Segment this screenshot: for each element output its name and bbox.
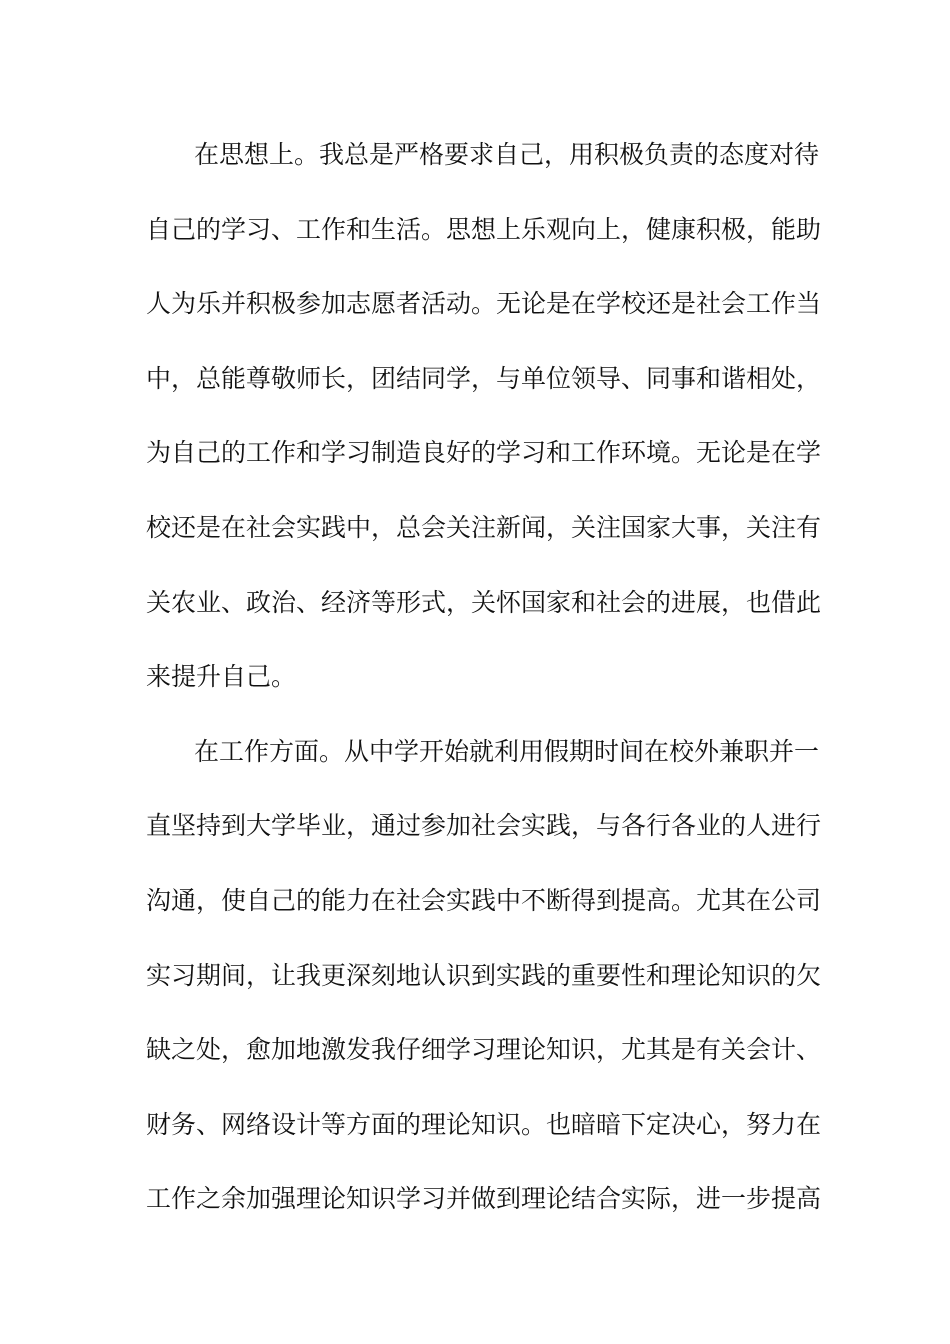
text-line: 为自己的工作和学习制造良好的学习和工作环境。无论是在学 [146, 438, 822, 468]
document-body [146, 118, 822, 1237]
text-line: 直坚持到大学毕业，通过参加社会实践，与各行各业的人进行 [146, 811, 822, 841]
paragraph-work [146, 715, 822, 1237]
text-line: 自己的学习、工作和生活。思想上乐观向上，健康积极，能助 [146, 214, 822, 244]
paragraph-ideology [146, 118, 822, 715]
text-line: 实习期间，让我更深刻地认识到实践的重要性和理论知识的欠 [146, 960, 822, 990]
text-line: 关农业、政治、经济等形式，关怀国家和社会的进展，也借此 [146, 587, 822, 617]
text-line: 在思想上。我总是严格要求自己，用积极负责的态度对待 [194, 140, 820, 169]
text-line: 缺之处，愈加地激发我仔细学习理论知识，尤其是有关会计、 [146, 1035, 822, 1065]
text-line: 来提升自己。 [146, 662, 297, 692]
text-line: 中，总能尊敬师长，团结同学，与单位领导、同事和谐相处， [146, 363, 822, 393]
text-line: 在工作方面。从中学开始就利用假期时间在校外兼职并一 [194, 736, 820, 766]
text-line: 校还是在社会实践中，总会关注新闻，关注国家大事，关注有 [146, 512, 822, 542]
text-line: 工作之余加强理论知识学习并做到理论结合实际，进一步提高 [146, 1184, 822, 1214]
text-line: 沟通，使自己的能力在社会实践中不断得到提高。尤其在公司 [146, 885, 822, 915]
text-line: 财务、网络设计等方面的理论知识。也暗暗下定决心，努力在 [146, 1109, 822, 1139]
text-line: 人为乐并积极参加志愿者活动。无论是在学校还是社会工作当 [146, 289, 822, 319]
